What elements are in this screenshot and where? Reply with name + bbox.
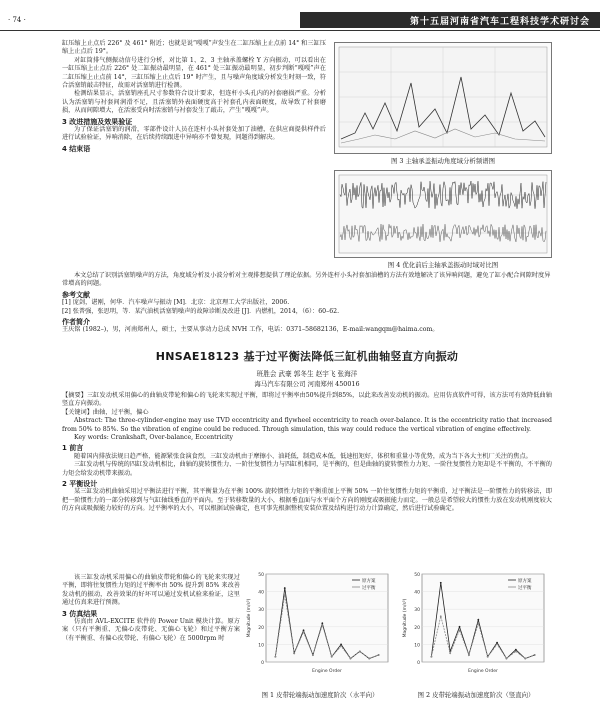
fig2-ytick-label: 20 (414, 625, 420, 631)
fig2-legend-label: 过平衡 (518, 586, 532, 591)
fig1-data-point (359, 651, 361, 653)
reference-1: [1] 庞剑，谌刚，何华．汽车噪声与振动 [M]．北京：北京理工大学出版社，2006. (62, 299, 290, 307)
header-rule (0, 30, 600, 31)
para-1: 缸压缩上止点后 226° 及 461° 附近；也就是说“嘎嘎”声发生在二缸压缩上止点前 14° 和三缸压缩上止点后 19°。 (62, 40, 326, 56)
fig2-data-point (430, 656, 432, 658)
fig2-data-point (468, 654, 470, 656)
fig1-ytick-label: 0 (261, 661, 264, 666)
paper-title: HNSAE18123 基于过平衡法降低三缸机曲轴竖直方向振动 (155, 350, 459, 363)
fig2-data-point (459, 629, 461, 631)
figure-4-plot (334, 170, 552, 258)
author-bio-heading: 作者简介 (62, 318, 90, 327)
fig1-data-point (378, 654, 380, 656)
fig1-ytick-label: 30 (258, 608, 264, 614)
fig1-data-point (284, 587, 286, 589)
fig2-ytick-label: 30 (414, 608, 420, 614)
para-5: 本文总结了识别活塞销噪声的方法，角度域分析及小波分析对主观排想提供了理论依据。另外连杆小头衬套加油槽的方法有效地解决了该异响问题，避免了缸小配合间隙时度异常增高的问题。 (62, 272, 551, 288)
paper-sec3-para: 仿真由 AVL-EXCITE 软件的 Power Unit 模块计算。原方案（只有平衡重、无偏心皮带轮、无偏心飞轮）和过平衡方案（有平衡重、有偏心皮带轮、有偏心飞轮）在 5000rpm 时 (62, 618, 240, 642)
fig1-data-point (368, 658, 370, 660)
figure-2-chart (400, 566, 552, 686)
fig1-ytick-label: 40 (258, 590, 264, 596)
fig1-data-point (321, 622, 323, 624)
figure-3-svg (335, 43, 551, 153)
fig1-ytick-label: 20 (258, 625, 264, 631)
fig2-xlabel: Engine Order (468, 669, 498, 674)
fig2-legend-label: 原方案 (518, 579, 532, 584)
paper-sec1-para: 随着国内排放法规日趋严格，能源紧张食演食烈，三缸发动机由于摩擦小、油耗低，制造成本低，低速扭矩好，体积和重量小等优势，成为当下各大主机厂关注的焦点。 (74, 452, 532, 460)
fig1-xlabel: Engine Order (312, 669, 342, 674)
bottom-left-column (62, 574, 240, 643)
paper-sec1-para2: 三缸发动机与传统的四缸发动机相比，曲轴的旋转惯性力、一阶往复惯性力与四缸机相同，是平衡的，但是曲轴的旋转惯性力力矩、一阶往复惯性力矩却是不平衡的，不平衡的力矩会给发动机带来振动。 (62, 461, 552, 477)
para-3: 检测结果显示，活塞销座孔尺寸参数符合设计要求，但连杆小头孔内的衬套磨损严重。分析认为活塞销与衬套间润滑不足，且活塞销外表面硬度高于衬套孔内表面硬度，故导致了衬套磨损，从而间隙增大，在活塞受向时活塞销与衬套发生了敲击，产生“嘎嘎”声。 (62, 90, 326, 115)
figure-3-caption: 图 3 主轴承盖振动角度域分析频谱图 (391, 157, 495, 165)
fig2-data-point (487, 656, 489, 658)
figure-1-chart (244, 566, 396, 686)
fig2-data-point (449, 652, 451, 654)
fig2-data-point (534, 654, 536, 656)
fig2-data-point (515, 649, 517, 651)
keywords-cn: 【关键词】曲轴，过平衡，偏心 (62, 408, 149, 416)
fig2-data-point (477, 622, 479, 624)
figure-2-caption: 图 2 皮带轮端振动加速度阶次（竖直向） (417, 691, 535, 699)
conclusion-block (62, 272, 552, 335)
page-header (0, 0, 600, 36)
fig2-ytick-label: 0 (417, 661, 420, 666)
fig2-data-point (440, 615, 442, 617)
upper-left-column (62, 40, 326, 153)
fig1-data-point (350, 658, 352, 660)
page-number: · 74 · (8, 16, 26, 24)
para-2: 对缸筒排气侧振动信号进行分析，对比第 1、2、3 主轴承盖螺栓 Y 方向振动，可以看出在一缸压缩上止点后 226° 处二缸振动最明显，在 461° 处三缸振动最明显，初步判断“嘎嘎”声在二缸压缩上止点前 14°，三缸压缩上止点后 19° 时产生，且与噪声角度域分析发生时刻一致，符合活塞销敲击特征，故需对活塞销进行检测。 (62, 56, 326, 90)
keywords-en: Key words: Crankshaft, Over-balance, Eccentricity (74, 434, 234, 442)
fig2-data-point (506, 658, 508, 660)
fig2-ytick-label: 40 (414, 590, 420, 596)
fig1-ylabel: Magnitude (m/s²) (247, 598, 252, 638)
paper-sec2-para: 某三缸发动机曲轴采用过平衡法进行平衡，其平衡量为在平衡 100% 旋转惯性力矩的平衡重加上平衡 50% 一阶往复惯性力矩的平衡重，过平衡法是一阶惯性力的转移法，即把一阶惯性力的一部分转移到与气缸轴线垂直的平面内。至于转移数量的大小，根据垂直面与水平面个方向的刚度或吸振能力而定。一般总是希望较大的惯性力放在发动机刚度较大的方向或吸振能力较好的方向。过平衡率的大小，可以根据试验确定，也可事先根据整机安装位置及结构进行动力计算确定，然后进行试验确定。 (62, 488, 552, 513)
fig1-data-point (303, 629, 305, 631)
paper-affiliation: 海马汽车有限公司 河南郑州 450016 (254, 380, 360, 388)
fig1-ytick-label: 50 (258, 573, 264, 578)
fig1-legend-label: 过平衡 (362, 586, 376, 591)
fig1-data-point (293, 652, 295, 654)
abstract-block (62, 392, 552, 514)
abstract-en: Abstract: The three-cylinder-engine may use TVD eccentricity and flywheel eccentricity to reach over-balance. It is the eccentricity ratio that increased from 50% to 85%. So the vibration of engine could be reduced. Through simulation, this way could reduce the vertical vibration of engine effectively. (62, 417, 552, 433)
section-3-heading: 3 改进措施及效果验证 (62, 117, 133, 126)
fig1-data-point (340, 645, 342, 647)
section-4-heading: 4 结束语 (62, 144, 91, 153)
fig2-data-point (496, 642, 498, 644)
fig1-data-point (284, 594, 286, 596)
conference-title: 第十五届河南省汽车工程科技学术研讨会 (409, 17, 590, 27)
author-bio: 王庆铭 (1982–)，男，河南郑州人，硕士，主要从事动力总成 NVH 工作，电话：0371–58682136，E-mail:wangqm@haima.com。 (62, 326, 439, 334)
fig1-data-point (274, 656, 276, 658)
figure-3 (334, 42, 552, 166)
header-band (300, 12, 600, 28)
figure-4-caption: 图 4 优化前后主轴承盖振动时域对比图 (387, 261, 499, 269)
para-4: 为了保证活塞销的润滑，零部件设计人员在连杆小头衬套处加了油槽，在供应商提供样件后进行试验验证，异响消除，在后续持续跟进中异响亦不曾复现，问题得到解决。 (62, 126, 326, 142)
paper-sec2-heading: 2 平衡设计 (62, 480, 98, 489)
fig2-ytick-label: 10 (414, 643, 420, 649)
fig2-data-point (477, 619, 479, 621)
paper-authors: 班胜会 武豪 郭冬生 赵宇飞 张海洋 (256, 370, 358, 378)
fig2-ylabel: Magnitude (m/s²) (403, 598, 408, 638)
fig2-data-point (496, 644, 498, 646)
figure-2 (400, 566, 552, 700)
fig1-ytick-label: 10 (258, 643, 264, 649)
figure-1 (244, 566, 396, 700)
fig2-ytick-label: 50 (414, 573, 420, 578)
figure-1-caption: 图 1 皮带轮端振动加速度阶次（水平向） (261, 691, 379, 699)
paper-sec3-heading: 3 仿真结果 (62, 609, 98, 618)
reference-2: [2] 张普强，张思明，等．某汽油机活塞销噪声的故障诊断及改进 [J]．内燃机，2014，（6）：60–62. (62, 307, 340, 315)
abstract-cn: 【摘要】三缸发动机采用偏心的曲轴皮带轮和偏心的飞轮来实现过平衡，即将过平衡率由50%提升到85%，以此来改善发动机的振动。应用仿真软件可得，该方法可有效降低曲轴竖直方向振动。 (62, 392, 552, 408)
fig2-data-point (515, 651, 517, 653)
fig2-data-point (459, 626, 461, 628)
fig1-data-point (303, 631, 305, 633)
figure-3-plot (334, 42, 552, 154)
figure-4 (334, 170, 552, 270)
fig1-data-point (331, 656, 333, 658)
fig1-data-point (340, 644, 342, 646)
paper-sec1-heading: 1 前言 (62, 444, 84, 453)
paper-sec2-para2: 该三缸发动机采用偏心的曲轴皮带轮和偏心的飞轮来实现过平衡，即将往复惯性力矩的过平衡率由 50% 提升到 85% 来改善发动机的振动，改善效果的好坏可以通过发机试验来验证，这里通过仿真来进行预测。 (62, 574, 240, 607)
fig1-legend-label: 原方案 (362, 579, 376, 584)
figure-4-svg (335, 171, 551, 257)
fig2-data-point (524, 658, 526, 660)
references-heading: 参考文献 (62, 290, 90, 299)
fig1-data-point (321, 624, 323, 626)
fig2-data-point (440, 582, 442, 584)
fig1-data-point (312, 654, 314, 656)
